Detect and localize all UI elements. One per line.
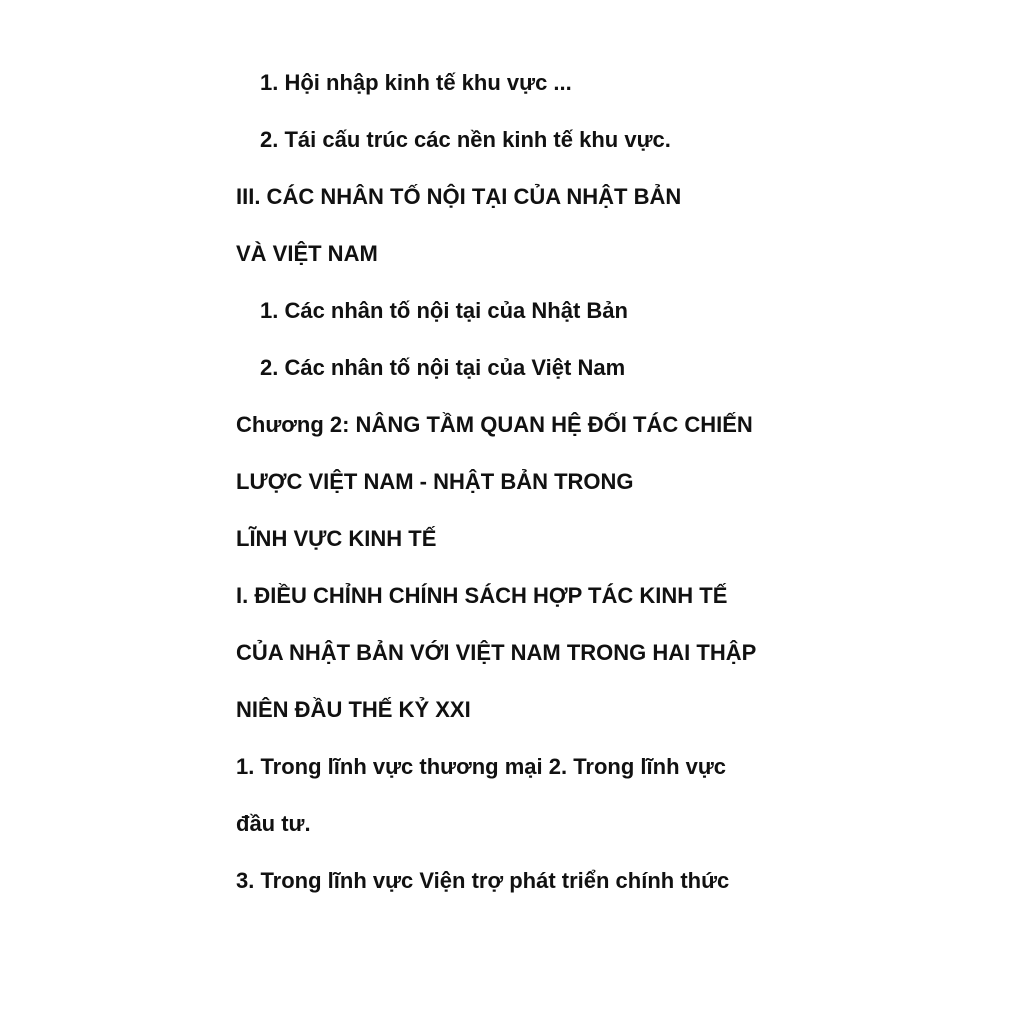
toc-line-regional-integration: 1. Hội nhập kinh tế khu vực ... (260, 70, 572, 95)
toc-line-oda: 3. Trong lĩnh vực Viện trợ phát triển chính thức (236, 868, 730, 893)
toc-line-japan-factors: 1. Các nhân tố nội tại của Nhật Bản (260, 298, 628, 323)
toc-chapter-2-title-cont-1: LƯỢC VIỆT NAM - NHẬT BẢN TRONG (236, 469, 634, 494)
toc-section-1-heading-cont-1: CỦA NHẬT BẢN VỚI VIỆT NAM TRONG HAI THẬP (236, 640, 757, 665)
toc-section-1-heading: I. ĐIỀU CHỈNH CHÍNH SÁCH HỢP TÁC KINH TẾ (236, 583, 728, 608)
toc-line-economic-restructuring: 2. Tái cấu trúc các nền kinh tế khu vực. (260, 127, 671, 152)
toc-heading-internal-factors-cont: VÀ VIỆT NAM (236, 241, 378, 266)
table-of-contents (236, 54, 856, 909)
toc-chapter-2-title: Chương 2: NÂNG TẦM QUAN HỆ ĐỐI TÁC CHIẾN (236, 412, 753, 437)
toc-line-vietnam-factors: 2. Các nhân tố nội tại của Việt Nam (260, 355, 626, 380)
toc-line-trade-investment: 1. Trong lĩnh vực thương mại 2. Trong lĩnh vực (236, 754, 727, 779)
toc-line-trade-investment-cont: đầu tư. (236, 811, 311, 836)
toc-heading-internal-factors: III. CÁC NHÂN TỐ NỘI TẠI CỦA NHẬT BẢN (236, 184, 682, 209)
toc-chapter-2-title-cont-2: LĨNH VỰC KINH TẾ (236, 526, 437, 551)
toc-section-1-heading-cont-2: NIÊN ĐẦU THẾ KỶ XXI (236, 697, 471, 722)
